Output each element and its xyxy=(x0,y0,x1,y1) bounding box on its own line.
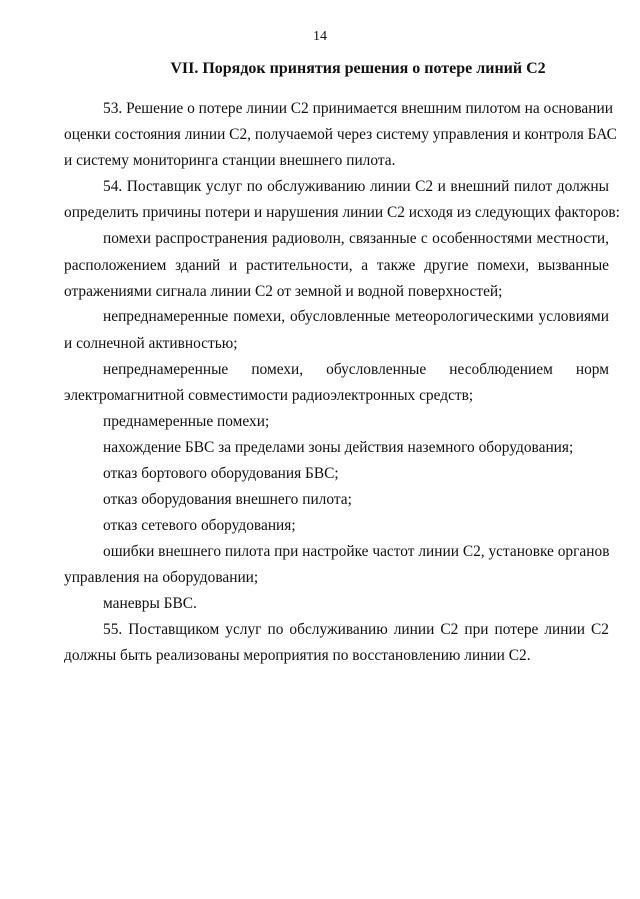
text-line: помехи распространения радиоволн, связанные с особенностями местности, xyxy=(103,230,609,247)
text-line: отказ оборудования внешнего пилота; xyxy=(103,491,352,508)
text-line: определить причины потери и нарушения линии С2 исходя из следующих факторов: xyxy=(64,204,620,221)
text-line: непреднамеренные помехи, обусловленные несоблюдением норм xyxy=(103,361,609,378)
section-heading: VII. Порядок принятия решения о потере линий С2 xyxy=(170,60,546,77)
text-line: расположением зданий и растительности, а также другие помехи, вызванные xyxy=(64,257,609,274)
page-number: 14 xyxy=(313,29,327,44)
text-line: отражениями сигнала линии С2 от земной и водной поверхностей; xyxy=(64,283,503,300)
text-line: нахождение БВС за пределами зоны действия наземного оборудования; xyxy=(103,439,574,456)
text-line: 55. Поставщиком услуг по обслуживанию линии С2 при потере линии С2 xyxy=(103,621,609,638)
text-line: должны быть реализованы мероприятия по восстановлению линии С2. xyxy=(64,647,531,664)
text-line: маневры БВС. xyxy=(103,595,197,612)
text-line: 53. Решение о потере линии С2 принимается внешним пилотом на основании xyxy=(103,100,613,117)
text-line: и систему мониторинга станции внешнего пилота. xyxy=(64,152,396,169)
text-line: ошибки внешнего пилота при настройке частот линии С2, установке органов xyxy=(103,543,610,560)
text-line: электромагнитной совместимости радиоэлектронных средств; xyxy=(64,387,474,404)
text-line: отказ бортового оборудования БВС; xyxy=(103,465,339,482)
text-line: оценки состояния линии С2, получаемой через систему управления и контроля БАС xyxy=(64,126,617,143)
text-line: преднамеренные помехи; xyxy=(103,413,270,430)
text-line: и солнечной активностью; xyxy=(64,335,238,352)
text-line: непреднамеренные помехи, обусловленные метеорологическими условиями xyxy=(103,308,609,325)
text-line: 54. Поставщик услуг по обслуживанию линии С2 и внешний пилот должны xyxy=(103,178,609,195)
text-line: отказ сетевого оборудования; xyxy=(103,517,296,534)
text-line: управления на оборудовании; xyxy=(64,569,259,586)
